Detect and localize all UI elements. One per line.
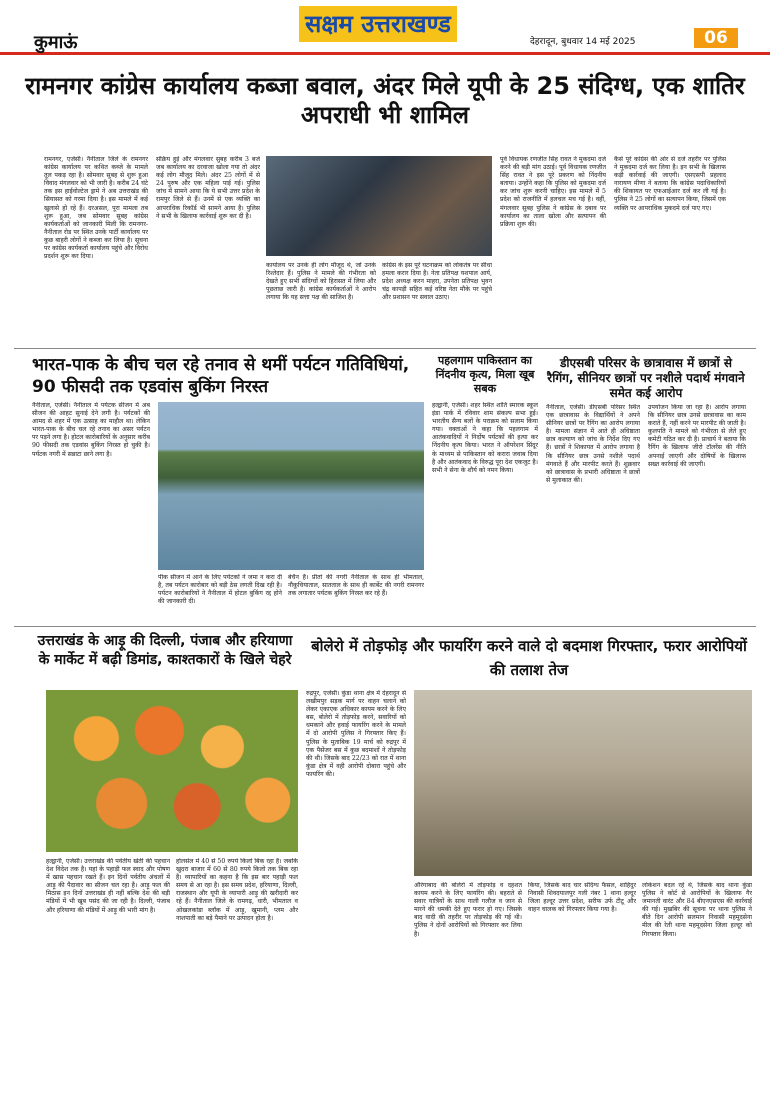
lead-photo [266,156,492,256]
tourism-col-1: नैनीताल, एजेंसी। नैनीताल में पर्यटक सीजन में अब सीजन की आहट सुनाई देने लगी है। पर्यटकों की आमद से शहर में एक उत्साह का माहौल था। लेकिन भारत-पाक के बीच चल रहे तनाव का असर पर्यटन पर पड़ने लगा है। होटल कारोबारियों के अनुसार करीब 90 फीसदी तक एडवांस बुकिंग निरस्त हो चुकी है। पर्यटक नगरी में सन्नाटा छाने लगा है। [32,402,150,458]
tourism-col-3: बेचैन हैं। प्रीतो की नगरी नैनीताल के साथ ही भीमताल, नौकुचियाताल, सातताल के साथ ही कार्बेट की नगरी रामनगर तक लगातार पर्यटक बुकिंग निरस्त कर रहे हैं। [288,574,424,598]
tourism-headline: भारत-पाक के बीच चल रहे तनाव से थमीं पर्यटन गतिविधियां, 90 फीसदी तक एडवांस बुकिंग निरस्त [32,355,410,397]
divider [14,348,756,349]
masthead [258,4,498,44]
bolero-col-3: किया, जिसके बाद चार संदिग्ध फैसल, शाहिदुर निवासी शिवदयालपुर गली नंबर 1 थाना हल्दूर जिला हल्दूर उत्तर प्रदेश, सरीफ उर्फ टीटू और वाहन चालक को गिरफ्तार किया गया है। [528,882,636,914]
peach-headline: उत्तराखंड के आड़ू की दिल्ली, पंजाब और हरियाणा के मार्केट में बढ़ी डिमांड, काश्तकारों के खिले चेहरे [37,633,293,668]
peach-photo [46,690,298,852]
ragging-col-1: नैनीताल, एजेंसी। डीएसबी परिसर स्थित एक छात्रावास के विद्यार्थियों ने अपने सीनियर छात्रों पर रैगिंग का आरोप लगाया है। मामला संज्ञान में आते ही अधिष्ठाता छात्र कल्याण को जांच के निर्देश दिए गए हैं। छात्रों ने शिकायत में आरोप लगाया है कि सीनियर छात्र उनसे नशीले पदार्थ मंगवाते हैं और मारपीट करते हैं। शुक्रवार को छात्रावास के प्रभारी अधिष्ठाता ने छात्रों से मुलाकात की। [546,404,640,484]
pahalgam-body: हल्द्वानी, एजेंसी। शहर स्थित शांति स्मारक स्कूल इंडा पार्क में रविवार शाम संकल्प सभा हुई। भारतीय सैन्य बलों के पराक्रम को सलाम किया गया। वक्ताओं ने कहा कि पहलगाम में आतंकवादियों ने निर्दोष पर्यटकों की हत्या कर निंदनीय कृत्य किया। भारत ने ऑपरेशन सिंदूर के माध्यम से पाकिस्तान को करारा जवाब दिया है और आतंकवाद के विरुद्ध पूरा देश एकजुट है। सभी ने सेना के शौर्य को नमन किया। [432,402,538,474]
ragging-col-2: उपयोजन किया जा रहा है। आरोप लगाया कि सीनियर छात्र उनसे छात्रावास का काम कराते हैं, नहीं करने पर मारपीट की जाती है। कुलपति ने मामले को गंभीरता से लेते हुए कमेटी गठित कर दी है। प्राचार्य ने बताया कि रैगिंग के खिलाफ जीरो टॉलरेंस की नीति अपनाई जाएगी और दोषियों के खिलाफ सख्त कार्रवाई की जाएगी। [648,404,746,468]
masthead-title: सक्षम उत्तराखण्ड [299,6,457,42]
arrest-photo [414,690,752,876]
tourism-col-2: पीक सीजन में आने के लिए पर्यटकों ने जमा न करा दी है, तब पर्यटन कारोबार को बड़ी ठेस लगती दिख रही है। पर्यटन कारोबारियों ने नैनीताल में होटल बुकिंग रद्द होने की जानकारी दी। [158,574,282,606]
peach-col-2: होलसेल में 40 से 50 रुपये किलो बिक रहा है। जबकि खुदरा बाजार में 60 से 80 रुपये किलो तक बिक रहा है। व्यापारियों का कहना है कि इस बार पहाड़ी फल समय से आ रहा है। इस समय प्रदेश, हरियाणा, दिल्ली, राजस्थान और यूपी के व्यापारी आड़ू की खरीदारी कर रहे हैं। नैनीताल जिले के रामगढ़, धारी, भीमताल व ओखलकांडा ब्लॉक में आड़ू, खुमानी, प्लम और नाशपाती का बड़े पैमाने पर उत्पादन होता है। [176,858,298,922]
lead-col-6: कैसे पूरे कांग्रेस की ओर से दर्ज तहरीर पर पुलिस ने मुकदमा दर्ज कर लिया है। इन सभी के खिलाफ कड़ी कार्रवाई की जाएगी। एसएसपी प्रहलाद नारायण मीणा ने बताया कि कांग्रेस पदाधिकारियों की शिकायत पर एफआईआर दर्ज कर ली गई है। पुलिस ने 25 लोगों का सत्यापन किया, जिसमें एक व्यक्ति पर आपराधिक मुकदमे दर्ज पाए गए। [614,156,726,212]
bolero-headline: बोलेरो में तोड़फोड़ और फायरिंग करने वाले दो बदमाश गिरफ्तार, फरार आरोपियों की तलाश तेज [311,637,747,679]
page-header [0,0,770,55]
divider [14,626,756,627]
bolero-col-4: लोकेशन बदल रहे थे, जिसके बाद थाना कुंडा पुलिस ने कोर्ट से आरोपियों के खिलाफ गैर जमानती वारंट और 84 बीएनएसएस की कार्रवाई की गई। मुखबिर की सूचना पर थाना पुलिस ने बीते दिन आरोपी सलमान निवासी महमूदसेना मील की रेती थाना महमूदसेना जिला हल्दूर को गिरफ्तार किया। [642,882,752,938]
pahalgam-headline: पहलगाम पाकिस्तान का निंदनीय कृत्य, मिला खूब सबक [435,354,535,395]
lead-col-4: कांग्रेस के इस पूरे घटनाक्रम को लोकतंत्र पर सीधा हमला करार दिया है। नेता प्रतिपक्ष यशपाल आर्य, प्रदेश अध्यक्ष करन माहरा, उपनेता प्रतिपक्ष भुवन चंद्र कापड़ी सहित कई वरिष्ठ नेता मौके पर पहुंचे और प्रशासन पर सवाल उठाए। [382,262,492,302]
nainital-lake-photo [158,402,424,570]
region-label: कुमाऊं [34,32,78,53]
lead-col-5: पूर्व विधायक रणजीत सिंह रावत ने मुकदमा दर्ज करने की बड़ी मांग उठाई। पूर्व विधायक रणजीत सिंह रावत ने इस पूरे प्रकरण को निंदनीय बताया। उन्होंने कहा कि पुलिस को मुकदमा दर्ज कर जांच शुरू करनी चाहिए। इस मामले में 5 प्रदेश को राजनीति में हलचल मच गई है। वहीं, मंगलवार सुबह पुलिस ने कांग्रेस के दबाव पर कार्यालय का ताला खोला और सत्यापन की प्रक्रिया शुरू की। [500,156,606,228]
bolero-col-2: औरंगाबाद की बोलेरो में तोड़फोड़ व दहशत कायम करने के लिए फायरिंग की। बहराते से सवार यात्रियों के साथ गाली गलौज व जान से मारने की धमकी देते हुए फरार हो गए। जिसके बाद वादी की तहरीर पर तोड़फोड़ की गई थी। पुलिस ने दोनों आरोपियों को गिरफ्तार कर लिया है। [414,882,522,938]
issue-date: देहरादून, बुधवार 14 मई 2025 [530,37,636,47]
lead-col-3: कार्यालय पर उनके ही लोग मौजूद थे, जो उनके रिश्तेदार हैं। पुलिस ने मामले की गंभीरता को देखते हुए सभी संदिग्धों को हिरासत में लिया और पूछताछ जारी है। कांग्रेस कार्यकर्ताओं ने आरोप लगाया कि यह सत्ता पक्ष की साजिश है। [266,262,376,302]
bolero-col-1: रुद्रपुर, एजेंसी। कुंडा थाना क्षेत्र में देहरादून से लखीमपुर सड़क मार्ग पर वाहन चलाने को लेकर एकाएक अधिकार कायम करने के लिए बस, बोलेरो में तोड़फोड़ करने, सवारियों को धमकाने और हवाई फायरिंग करने के मामले में दो आरोपी पुलिस ने गिरफ्तार किए हैं। पुलिस के मुताबिक 19 मार्च को रुद्रपुर में एक पैसेंजर बस में कुछ बदमाशों ने तोड़फोड़ की थी। जिसके बाद 22/23 को रात में थाना कुंडा क्षेत्र में वही आरोपी दोबारा पहुंचे और फायरिंग की। [306,690,406,778]
lead-col-1: रामनगर, एजेंसी। नैनीताल जिले के रामनगर कांग्रेस कार्यालय पर कथित कब्जे के मामले तूल पकड़ रहा है। सोमवार सुबह से शुरू हुआ विवाद मंगलवार को भी जारी है। करीब 24 घंटे तक इस हाईवोल्टेज ड्रामे ने अब उत्तराखंड की सियासत को गरमा दिया है। इस मामले में कई खुलासे हो रहे हैं। दरअसल, पूरा मामला तब शुरू हुआ, जब सोमवार सुबह कांग्रेस कार्यकर्ताओं को जानकारी मिली कि रामनगर-नैनीताल रोड पर स्थित उनके पार्टी कार्यालय पर कुछ बाहरी लोगों ने कब्जा कर लिया है। सूचना पर कांग्रेस कार्यकर्ता कार्यालय पहुंचे और विरोध प्रदर्शन शुरू कर दिया। [44,156,148,261]
lead-headline: रामनगर कांग्रेस कार्यालय कब्जा बवाल, अंदर मिले यूपी के 25 संदिग्ध, एक शातिर अपराधी भी शामिल [25,72,745,129]
page-number: 06 [694,28,738,48]
lead-col-2: संक्रिय हुई और मंगलवार सुबह करीब 3 बजे जब कार्यालय का दरवाजा खोला गया तो अंदर कई लोग मौजूद मिले। अंदर 25 लोगों में से 24 पुरुष और एक महिला पाई गई। पुलिस जांच में सामने आया कि ये सभी उत्तर प्रदेश के रामपुर जिले से हैं। उनमें से एक व्यक्ति का आपराधिक रिकॉर्ड भी सामने आया है। पुलिस ने सभी के खिलाफ कार्रवाई शुरू कर दी है। [156,156,260,220]
ragging-headline: डीएसबी परिसर के छात्रावास में छात्रों से रैगिंग, सीनियर छात्रों पर नशीले पदार्थ मंगवाने समेत कई आरोप [547,356,745,400]
peach-col-1: हल्द्वानी, एजेंसी। उत्तराखंड की पर्वतीय खेती की पहचान देश विदेश तक है। यहां के पहाड़ी फल स्वाद और पोषण में खास पहचान रखते हैं। इन दिनों पर्वतीय अंचलों में आड़ू की पैदावार का सीजन चल रहा है। आड़ू फल की मिठास इन दिनों उत्तराखंड ही नहीं बल्कि देश की बड़ी मंडियों में भी खूब पसंद की जा रही है। दिल्ली, पंजाब और हरियाणा की मंडियों में आड़ू की भारी मांग है। [46,858,170,914]
